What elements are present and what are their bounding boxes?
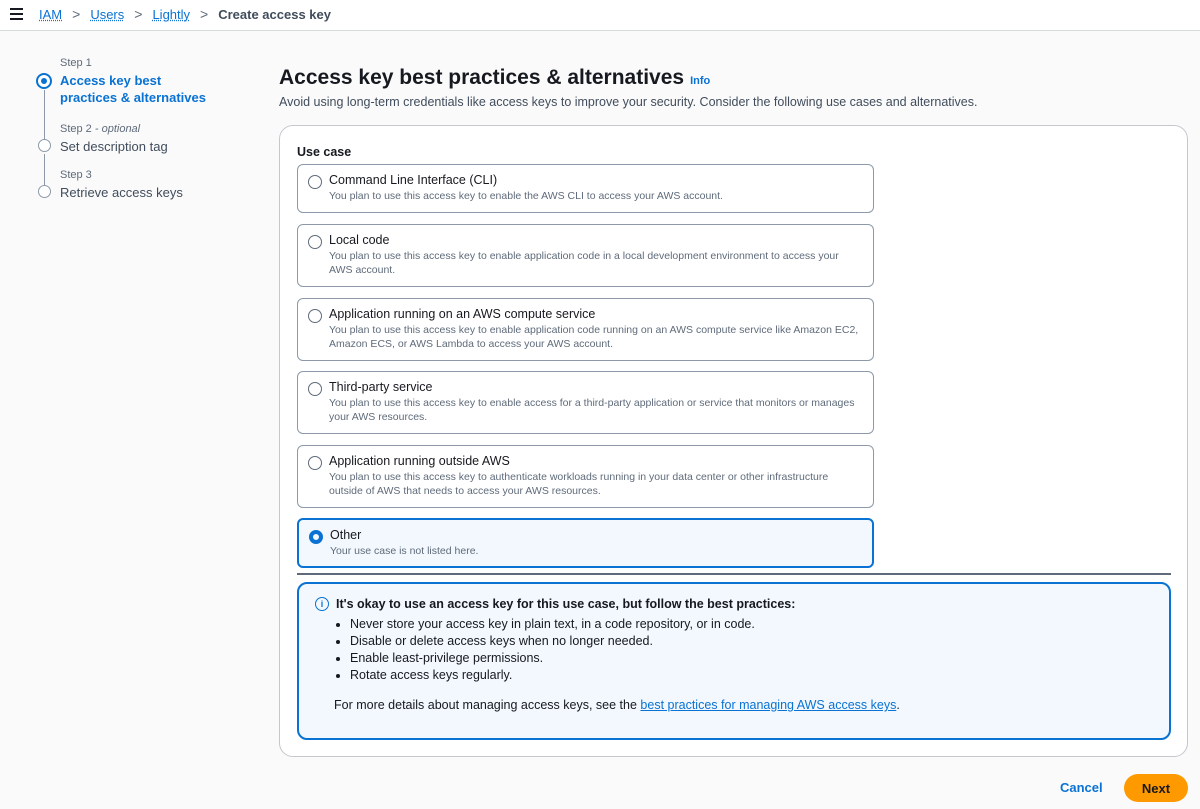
list-item: • Rotate access keys regularly. — [350, 667, 1153, 684]
step-pending-icon — [38, 139, 51, 152]
best-practices-list — [350, 616, 1153, 684]
option-aws-compute[interactable] — [297, 298, 874, 361]
option-cli[interactable] — [297, 164, 874, 213]
step-label: Step 3 — [60, 169, 92, 181]
step-1[interactable] — [38, 57, 218, 106]
page-title: Access key best practices & alternatives Info — [279, 66, 711, 89]
option-local-code[interactable] — [297, 224, 874, 287]
list-item: • Never store your access key in plain text, in a code repository, or in code. — [350, 616, 1153, 633]
step-label: Step 2 — [60, 123, 92, 135]
wizard-steps — [38, 57, 218, 201]
option-title: Third-party service — [329, 380, 433, 394]
step-optional: - optional — [91, 123, 141, 135]
radio-icon[interactable] — [308, 456, 322, 470]
option-title: Other — [330, 528, 362, 542]
chevron-right-icon: > — [200, 6, 209, 22]
step-3[interactable] — [38, 169, 218, 201]
option-third-party[interactable] — [297, 371, 874, 434]
option-title: Local code — [329, 233, 390, 247]
use-case-label: Use case — [297, 145, 352, 159]
radio-icon[interactable] — [308, 235, 322, 249]
list-item: • Enable least-privilege permissions. — [350, 650, 1153, 667]
breadcrumb-iam[interactable]: IAM — [39, 6, 63, 22]
best-practices-link[interactable]: best practices for managing AWS access keys — [640, 698, 897, 712]
radio-icon[interactable] — [308, 175, 322, 189]
more-text: For more details about managing access keys, see the — [334, 698, 641, 712]
list-item: • Disable or delete access keys when no longer needed. — [350, 633, 1153, 650]
option-other[interactable] — [297, 518, 874, 568]
option-desc: You plan to use this access key to enable application code running on an AWS compute service like Amazon EC2, Amazon ECS, or AWS Lambda to access your AWS account. — [329, 324, 859, 350]
page-description: Avoid using long-term credentials like access keys to improve your security. Consider the following use cases and alternatives. — [279, 95, 978, 109]
more-details — [334, 698, 1153, 712]
option-title: Application running outside AWS — [329, 454, 510, 468]
breadcrumb-lightly[interactable]: Lightly — [152, 6, 191, 22]
option-desc: You plan to use this access key to authenticate workloads running in your data center or other infrastructure outside of AWS that needs to access your AWS resources. — [329, 471, 829, 497]
info-alert — [297, 582, 1171, 740]
radio-icon[interactable] — [308, 309, 322, 323]
next-button[interactable]: Next — [1124, 774, 1188, 802]
divider — [297, 573, 1171, 575]
option-desc: You plan to use this access key to enable the AWS CLI to access your AWS account. — [329, 190, 723, 202]
option-desc: Your use case is not listed here. — [330, 545, 479, 557]
option-desc: You plan to use this access key to enable access for a third-party application or service that monitors or manages your AWS resources. — [329, 397, 855, 423]
step-title: Set description tag — [60, 139, 168, 154]
info-icon: i — [315, 597, 329, 611]
radio-selected-icon[interactable] — [309, 530, 323, 544]
alert-heading: It's okay to use an access key for this use case, but follow the best practices: — [336, 597, 796, 611]
step-pending-icon — [38, 185, 51, 198]
breadcrumb-users[interactable]: Users — [90, 6, 125, 22]
option-title: Application running on an AWS compute service — [329, 307, 596, 321]
use-case-panel — [279, 125, 1188, 757]
step-title: Retrieve access keys — [60, 185, 183, 200]
option-title: Command Line Interface (CLI) — [329, 173, 498, 187]
radio-icon[interactable] — [308, 382, 322, 396]
chevron-right-icon: > — [134, 6, 143, 22]
breadcrumb-current: Create access key — [218, 6, 331, 22]
chevron-right-icon: > — [72, 6, 81, 22]
menu-icon[interactable] — [10, 8, 23, 20]
step-2[interactable] — [38, 123, 218, 155]
info-link[interactable]: Info — [690, 75, 711, 87]
more-suffix: . — [896, 698, 900, 712]
option-outside-aws[interactable] — [297, 445, 874, 508]
cancel-button[interactable]: Cancel — [1060, 780, 1103, 795]
top-bar — [0, 0, 1200, 31]
breadcrumb — [39, 6, 331, 22]
step-title: Access key best practices & alternatives — [60, 73, 206, 105]
step-active-icon — [36, 73, 52, 89]
step-label: Step 1 — [60, 57, 92, 69]
option-desc: You plan to use this access key to enable application code in a local development environment to access your AWS account. — [329, 250, 839, 276]
